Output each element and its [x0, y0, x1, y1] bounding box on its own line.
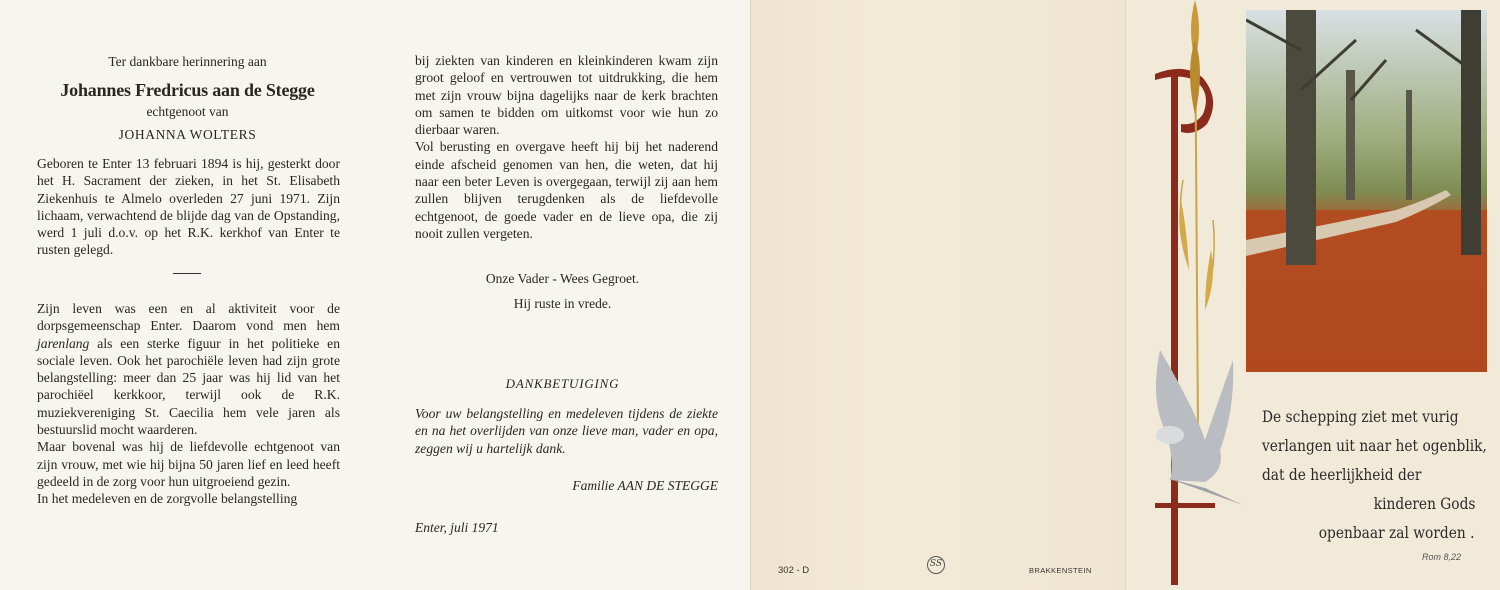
dove-icon	[1156, 350, 1243, 505]
memorial-text-right	[375, 0, 750, 590]
back-cover	[750, 0, 1125, 590]
family-signature: Familie AAN DE STEGGE	[572, 478, 718, 493]
place-date: Enter, juli 1971	[415, 520, 499, 535]
life-text	[37, 300, 340, 508]
continued-paragraph-1: bij ziekten van kinderen en kleinkinderen kwam zijn groot geloof en vertrouwen tot uitdrukking, die hem met zijn vrouw bijna dagelijks naar de kerk brachten om samen te bidden om uitkomst voor wie hun zo dierbaar waren.	[415, 53, 718, 138]
quote-line: openbaar zal worden .	[1318, 523, 1475, 542]
scripture-quote	[1262, 402, 1487, 547]
quote-line: kinderen Gods	[1373, 494, 1476, 513]
rest-in-peace: Hij ruste in vrede.	[513, 296, 612, 311]
continued-text	[415, 52, 718, 242]
quote-line: dat de heerlijkheid der	[1262, 465, 1422, 484]
fold-line	[1125, 0, 1126, 590]
dedication-heading: Ter dankbare herinnering aan	[108, 54, 267, 69]
life-paragraph-1: Zijn leven was een en al aktiviteit voor de dorpsgemeenschap Enter. Daarom vond men hem jarenlang als een sterke figuur in het politieke en sociale leven. Ook het parochiële leven had zijn grote belangstelling: meer dan 25 jaar was hij lid van het parochiëel kerkkoor, terwijl ook de R.K. muziekvereniging St. Caecilia hem vele jaren als bestuurslid mocht waarderen.	[37, 301, 340, 438]
continued-paragraph-2: Vol berusting en overgave heeft hij bij het naderend einde afscheid genomen van hen, die weten, dat hij naar een beter Leven is overgegaan, terwijl zij aan hem zullen blijven terugdenken als de liefdevolle echtgenoot, de goede vader en de lieve opa, die zij nooit zullen vergeten.	[415, 139, 718, 241]
spouse-label: echtgenoot van	[146, 104, 229, 119]
wheat-icon	[1179, 0, 1214, 430]
rho-loop	[1155, 69, 1213, 133]
autumn-forest-photo	[1246, 10, 1487, 372]
publisher-name: BRAKKENSTEIN	[1029, 566, 1092, 575]
life-paragraph-2: Maar bovenal was hij de liefdevolle echtgenoot van zijn vrouw, met wie hij bijna 50 jaren lief en leed heeft gedeeld in de zorg voor hun uitgroeiend gezin.	[37, 439, 340, 489]
publisher-logo	[927, 556, 945, 574]
quote-line: De schepping ziet met vurig	[1262, 407, 1459, 426]
bio-paragraph: Geboren te Enter 13 februari 1894 is hij, gesterkt door het H. Sacrament der zieken, in het St. Elisabeth Ziekenhuis te Almelo overleden 27 juni 1971. Zijn lichaam, verwachtend de blijde dag van de Opstanding, werd 1 juli d.o.v. op het R.K. kerkhof van Enter te rusten gelegd.	[37, 156, 340, 258]
deceased-name: Johannes Fredricus aan de Stegge	[60, 80, 315, 100]
scripture-reference: Rom 8,22	[1422, 552, 1462, 562]
quote-line: verlangen uit naar het ogenblik,	[1262, 436, 1487, 455]
thanks-text: Voor uw belangstelling en medeleven tijdens de ziekte en na het overlijden van onze lieve man, vader en opa, zeggen wij u hartelijk dank.	[415, 406, 718, 456]
cross-bar	[1155, 503, 1215, 508]
divider	[173, 273, 201, 274]
front-cover	[1125, 0, 1500, 590]
publisher-logo-text: SS	[929, 559, 943, 569]
memorial-text-left	[0, 0, 375, 590]
fold-line	[750, 0, 751, 590]
life-paragraph-3: In het medeleven en de zorgvolle belangstelling	[37, 491, 298, 507]
thanks-title: DANKBETUIGING	[505, 376, 620, 391]
spouse-name: JOHANNA WOLTERS	[118, 127, 257, 142]
print-code: 302 - D	[778, 565, 810, 576]
prayer-line: Onze Vader - Wees Gegroet.	[485, 271, 640, 286]
